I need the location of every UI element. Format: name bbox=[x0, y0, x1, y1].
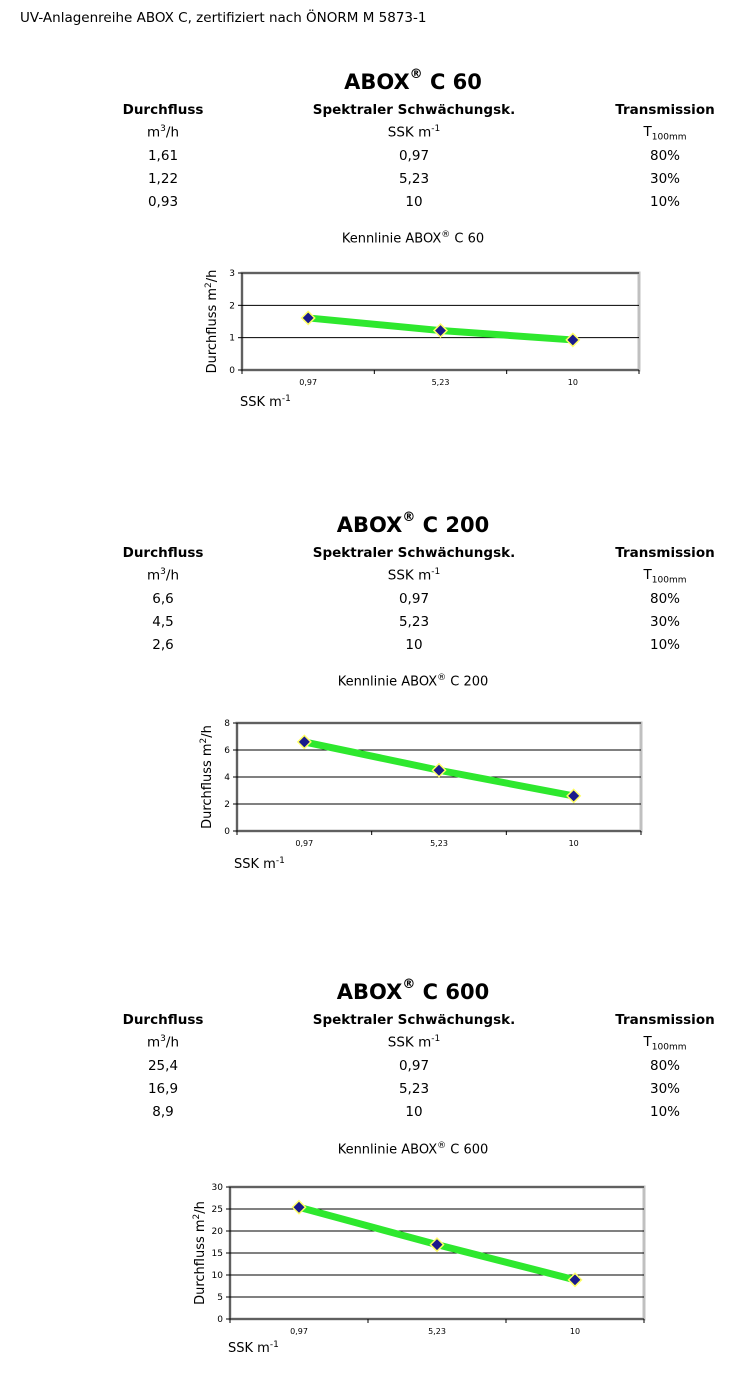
title-model: C 200 bbox=[415, 513, 490, 537]
flow-value: 0,93 bbox=[147, 194, 179, 210]
y-tick-label: 8 bbox=[224, 719, 230, 729]
transmission-unit: $T_{100mm}$ bbox=[643, 567, 687, 586]
page-header: UV-Anlagenreihe ABOX C, zertifiziert nach ÖNORM M 5873-1 bbox=[20, 10, 427, 26]
x-tick-label: 0,97 bbox=[299, 378, 318, 387]
y-tick-label: 25 bbox=[211, 1205, 223, 1215]
flow-column bbox=[103, 102, 223, 217]
flow-value: 2,6 bbox=[152, 637, 174, 653]
transmission-header: Transmission bbox=[615, 102, 715, 118]
section-title bbox=[0, 510, 744, 537]
ssk-value: 10 bbox=[405, 1104, 423, 1120]
y-axis-label: Durchfluss $m^2/h$ bbox=[192, 1201, 208, 1305]
y-axis-label: Durchfluss $m^2/h$ bbox=[199, 725, 215, 829]
transmission-column bbox=[605, 1012, 725, 1127]
ssk-column bbox=[304, 102, 524, 217]
ssk-value: 5,23 bbox=[398, 614, 430, 630]
ssk-unit: SSK $m^{-1}$ bbox=[387, 124, 441, 141]
flow-column bbox=[103, 1012, 223, 1127]
x-tick-label: 0,97 bbox=[295, 839, 314, 848]
transmission-value: 30% bbox=[649, 614, 680, 630]
ssk-value: 0,97 bbox=[398, 591, 430, 607]
ssk-value: 10 bbox=[405, 637, 423, 653]
section-title bbox=[0, 977, 744, 1004]
transmission-value: 80% bbox=[649, 1058, 680, 1074]
y-tick-label: 0 bbox=[217, 1315, 223, 1325]
ssk-header: Spektraler Schwächungsk. bbox=[312, 1012, 516, 1028]
title-model: C 600 bbox=[415, 980, 490, 1004]
x-axis-label: SSK $m^{-1}$ bbox=[234, 856, 285, 872]
y-tick-label: 3 bbox=[229, 269, 235, 279]
y-tick-label: 30 bbox=[211, 1183, 223, 1193]
transmission-column bbox=[605, 545, 725, 660]
transmission-value: 80% bbox=[649, 591, 680, 607]
flow-value: 8,9 bbox=[152, 1104, 174, 1120]
title-base: ABOX bbox=[336, 513, 403, 537]
flow-unit: $m^3/h$ bbox=[147, 124, 179, 141]
flow-value: 25,4 bbox=[147, 1058, 179, 1074]
chart-abox-c60 bbox=[174, 258, 654, 418]
plot-frame bbox=[242, 273, 639, 370]
flow-value: 1,22 bbox=[147, 171, 179, 187]
y-tick-label: 1 bbox=[229, 333, 235, 344]
y-tick-label: 4 bbox=[224, 773, 230, 783]
x-axis-label: SSK $m^{-1}$ bbox=[240, 394, 291, 410]
flow-header: Durchfluss bbox=[122, 102, 204, 118]
flow-unit: $m^3/h$ bbox=[147, 567, 179, 584]
y-tick-label: 2 bbox=[229, 301, 235, 312]
transmission-value: 10% bbox=[649, 194, 680, 210]
transmission-unit: $T_{100mm}$ bbox=[643, 1034, 687, 1053]
transmission-value: 10% bbox=[649, 637, 680, 653]
ssk-value: 5,23 bbox=[398, 1081, 430, 1097]
chart-title: Kennlinie ABOX® C 600 bbox=[337, 1141, 489, 1158]
x-tick-label: 5,23 bbox=[428, 1327, 446, 1336]
chart-abox-c600 bbox=[174, 1176, 654, 1366]
x-tick-label: 5,23 bbox=[430, 839, 448, 848]
y-tick-label: 10 bbox=[211, 1271, 223, 1281]
y-tick-label: 20 bbox=[211, 1227, 223, 1237]
ssk-column bbox=[304, 545, 524, 660]
y-axis-label: Durchfluss $m^2/h$ bbox=[204, 269, 220, 374]
chart-title: Kennlinie ABOX® C 200 bbox=[337, 673, 489, 690]
flow-value: 4,5 bbox=[152, 614, 174, 630]
ssk-unit: SSK $m^{-1}$ bbox=[387, 567, 441, 584]
x-tick-label: 5,23 bbox=[431, 378, 450, 387]
flow-value: 6,6 bbox=[152, 591, 174, 607]
transmission-column bbox=[605, 102, 725, 217]
title-base: ABOX bbox=[336, 980, 403, 1004]
title-model: C 60 bbox=[422, 70, 482, 94]
x-tick-label: 10 bbox=[569, 1327, 581, 1336]
title-registered-mark: ® bbox=[402, 510, 416, 525]
title-registered-mark: ® bbox=[402, 977, 416, 992]
section-title bbox=[0, 67, 744, 94]
title-registered-mark: ® bbox=[409, 67, 423, 82]
flow-header: Durchfluss bbox=[122, 545, 204, 561]
chart-title: Kennlinie ABOX® C 60 bbox=[341, 230, 485, 247]
y-tick-label: 5 bbox=[217, 1293, 223, 1303]
transmission-header: Transmission bbox=[615, 545, 715, 561]
flow-value: 16,9 bbox=[147, 1081, 179, 1097]
ssk-value: 5,23 bbox=[398, 171, 430, 187]
x-tick-label: 10 bbox=[567, 378, 578, 387]
x-tick-label: 10 bbox=[568, 839, 579, 848]
flow-column bbox=[103, 545, 223, 660]
ssk-value: 0,97 bbox=[398, 1058, 430, 1074]
y-tick-label: 15 bbox=[211, 1249, 223, 1259]
ssk-header: Spektraler Schwächungsk. bbox=[312, 545, 516, 561]
ssk-column bbox=[304, 1012, 524, 1127]
flow-header: Durchfluss bbox=[122, 1012, 204, 1028]
title-base: ABOX bbox=[344, 70, 410, 94]
y-tick-label: 6 bbox=[224, 746, 230, 756]
transmission-value: 10% bbox=[649, 1104, 680, 1120]
x-tick-label: 0,97 bbox=[290, 1327, 308, 1336]
x-axis-label: SSK $m^{-1}$ bbox=[228, 1340, 279, 1356]
y-tick-label: 0 bbox=[229, 366, 235, 376]
ssk-value: 0,97 bbox=[398, 148, 430, 164]
flow-unit: $m^3/h$ bbox=[147, 1034, 179, 1051]
y-tick-label: 2 bbox=[224, 800, 230, 810]
transmission-header: Transmission bbox=[615, 1012, 715, 1028]
ssk-header: Spektraler Schwächungsk. bbox=[312, 102, 516, 118]
transmission-value: 30% bbox=[649, 171, 680, 187]
ssk-value: 10 bbox=[405, 194, 423, 210]
transmission-value: 30% bbox=[649, 1081, 680, 1097]
chart-abox-c200 bbox=[174, 712, 654, 882]
transmission-value: 80% bbox=[649, 148, 680, 164]
flow-value: 1,61 bbox=[147, 148, 179, 164]
ssk-unit: SSK $m^{-1}$ bbox=[387, 1034, 441, 1051]
y-tick-label: 0 bbox=[224, 827, 230, 837]
transmission-unit: $T_{100mm}$ bbox=[643, 124, 687, 143]
